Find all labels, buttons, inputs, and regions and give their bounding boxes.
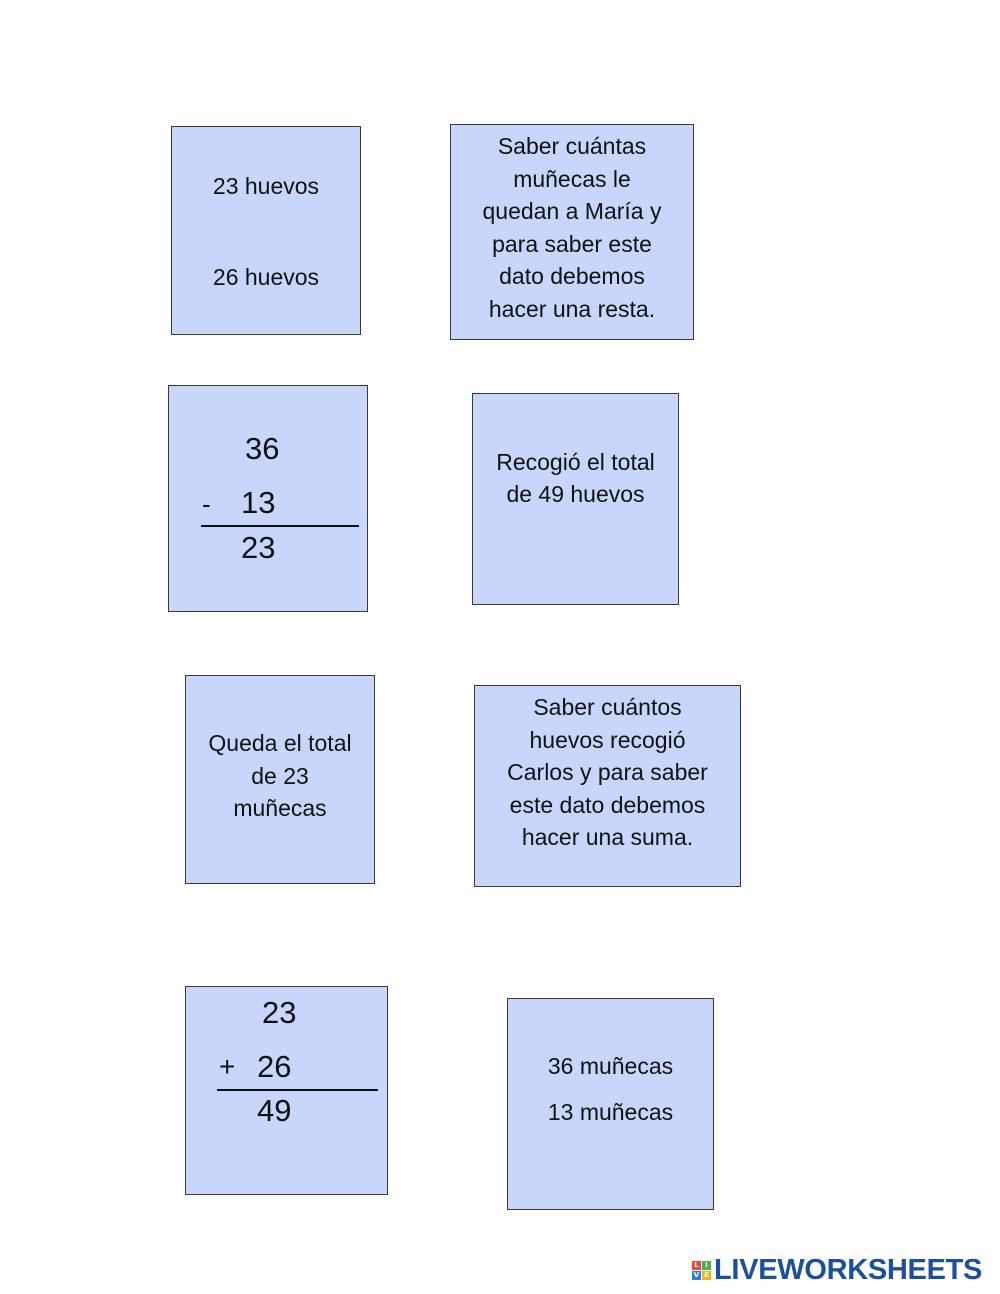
subtraction-top: 36 bbox=[245, 431, 280, 466]
subtraction-operator: - bbox=[202, 489, 211, 519]
goal-dolls-line: quedan a María y bbox=[482, 198, 662, 224]
goal-eggs-line: hacer una suma. bbox=[521, 824, 694, 850]
subtraction-second: 13 bbox=[241, 485, 276, 520]
subtraction-line bbox=[201, 525, 359, 527]
addition-second: 26 bbox=[257, 1049, 292, 1084]
card-goal-eggs[interactable] bbox=[474, 685, 741, 887]
goal-dolls-line: para saber este bbox=[492, 231, 652, 257]
addition-line bbox=[217, 1089, 378, 1091]
goal-eggs-line: este dato debemos bbox=[509, 792, 706, 818]
logo-text: LIVEWORKSHEETS bbox=[714, 1254, 983, 1286]
card-goal-dolls[interactable] bbox=[450, 124, 694, 340]
dolls-option-1: 36 muñecas bbox=[547, 1053, 674, 1079]
dolls-option-2: 13 muñecas bbox=[547, 1099, 674, 1125]
result-dolls-line: Queda el total bbox=[208, 730, 352, 756]
goal-dolls-line: dato debemos bbox=[499, 263, 645, 289]
addition-result: 49 bbox=[257, 1093, 292, 1128]
liveworksheets-logo bbox=[692, 1254, 982, 1286]
goal-dolls-line: muñecas le bbox=[513, 166, 631, 192]
goal-eggs-line: huevos recogió bbox=[529, 727, 686, 753]
card-dolls-options[interactable] bbox=[507, 998, 714, 1210]
result-dolls-line: muñecas bbox=[233, 795, 327, 821]
card-subtraction[interactable] bbox=[168, 385, 368, 612]
result-dolls-line: de 23 bbox=[251, 763, 309, 789]
logo-tile: V bbox=[693, 1270, 700, 1279]
liveworksheets-logo-icon bbox=[692, 1261, 711, 1280]
result-eggs-line: Recogió el total bbox=[496, 449, 655, 475]
goal-eggs-line: Carlos y para saber bbox=[507, 759, 708, 785]
logo-tile: i bbox=[702, 1261, 711, 1270]
eggs-option-1: 23 huevos bbox=[212, 173, 320, 199]
logo-tile: E bbox=[702, 1271, 711, 1280]
card-eggs-options[interactable] bbox=[171, 126, 361, 335]
subtraction-result: 23 bbox=[241, 530, 276, 565]
addition-top: 23 bbox=[262, 995, 297, 1030]
goal-dolls-line: hacer una resta. bbox=[488, 296, 656, 322]
eggs-option-2: 26 huevos bbox=[212, 264, 320, 290]
goal-eggs-line: Saber cuántos bbox=[533, 694, 682, 720]
logo-tile: L bbox=[692, 1261, 701, 1270]
goal-dolls-line: Saber cuántas bbox=[497, 133, 647, 159]
card-result-dolls[interactable] bbox=[185, 675, 375, 884]
result-eggs-line: de 49 huevos bbox=[506, 481, 645, 507]
card-addition[interactable] bbox=[185, 986, 388, 1195]
card-result-eggs[interactable] bbox=[472, 393, 679, 605]
addition-operator: + bbox=[219, 1051, 236, 1082]
